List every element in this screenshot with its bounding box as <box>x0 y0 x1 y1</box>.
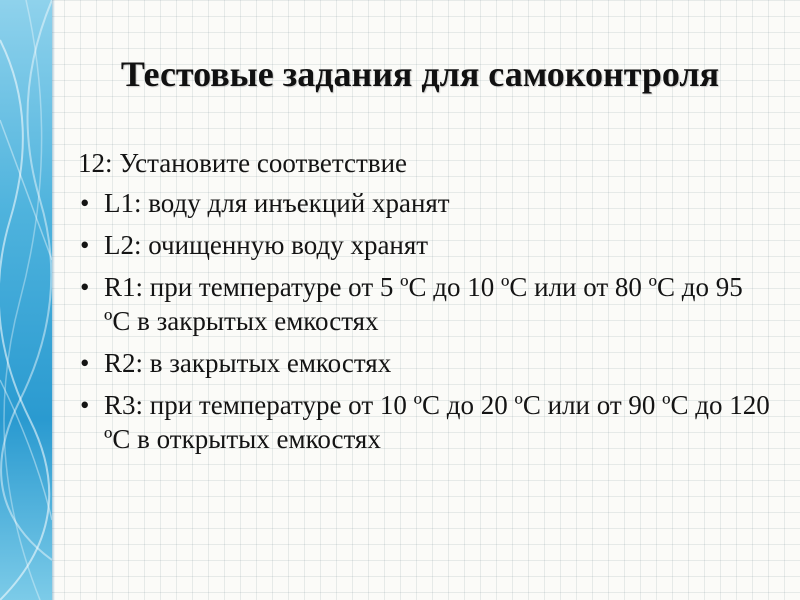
list-item <box>74 228 774 262</box>
list-item <box>74 346 774 380</box>
list-item <box>74 388 774 456</box>
bullet-icon: • <box>80 390 90 420</box>
answer-list <box>74 186 774 456</box>
list-item-text: L1: воду для инъекций хранят <box>104 188 450 218</box>
list-item <box>74 270 774 338</box>
slide-content <box>74 146 774 464</box>
list-item-text: R2: в закрытых емкостях <box>104 348 392 378</box>
slide-title: Тестовые задания для самоконтроля <box>120 54 720 94</box>
bullet-icon: • <box>80 348 90 378</box>
list-item-text: R1: при температуре от 5 ºС до 10 ºС или от 80 ºС до 95 ºС в закрытых емкостях <box>104 272 743 336</box>
task-intro: 12: Установите соответствие <box>78 148 407 178</box>
list-item-text: L2: очищенную воду хранят <box>104 230 429 260</box>
bullet-icon: • <box>80 230 90 260</box>
bullet-icon: • <box>80 188 90 218</box>
list-item-text: R3: при температуре от 10 ºС до 20 ºС или от 90 ºС до 120 ºС в открытых емкостях <box>104 390 770 454</box>
bullet-icon: • <box>80 272 90 302</box>
list-item <box>74 186 774 220</box>
